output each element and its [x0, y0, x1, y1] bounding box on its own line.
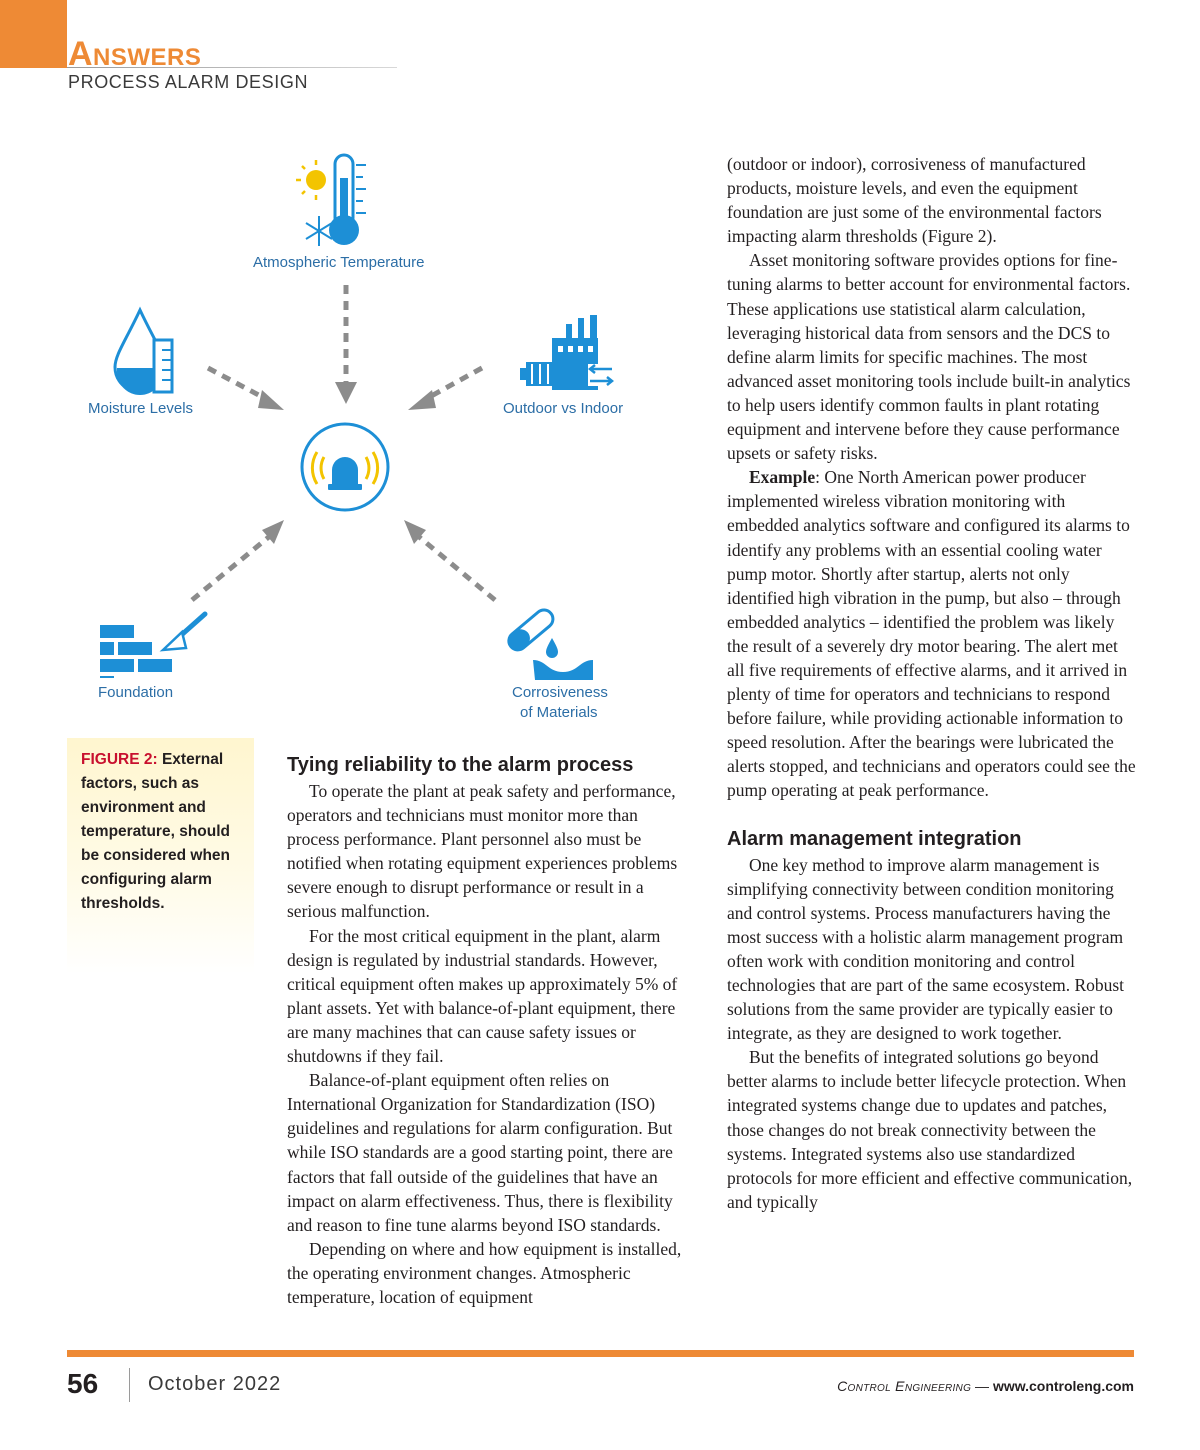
- sun-icon: [296, 160, 326, 200]
- label-foundation: Foundation: [98, 684, 174, 701]
- test-tube-icon: [505, 606, 593, 680]
- snowflake-icon: [306, 216, 332, 246]
- publication-name: Control Engineering: [837, 1378, 972, 1394]
- arrowhead-moisture: [258, 390, 284, 410]
- arrowhead-foundation: [262, 520, 284, 544]
- footer-rule: [67, 1350, 1134, 1357]
- section-heading-integration: Alarm management integration: [727, 827, 1022, 850]
- page-number: 56: [67, 1368, 99, 1399]
- section-heading-reliability: Tying reliability to the alarm process: [287, 754, 634, 776]
- paragraph: Balance-of-plant equipment often relies on International Organization for Standardization (ISO) guidelines and regulations for alarm configuration. But while ISO standards are a good starting point, there are factors that fall outside of the guidelines that have an impact on alarm effectiveness. Thus, there is flexibility and reason to fine tune alarms beyond ISO standards.: [287, 1070, 673, 1235]
- arrowhead-outdoor: [408, 390, 436, 410]
- brick-wall-icon: [100, 625, 172, 678]
- arrow-from-corrosiveness: [418, 536, 495, 600]
- example-text: : One North American power producer implemented wireless vibration monitoring with embedded analytics software and configured its alarms to identify any problems with an essential cooling water pump motor. Shortly after startup, alerts not only identified high vibration in the pump, but also – through embedded analytics – identified the problem was likely the result of a severely dry motor bearing. The alert met all five requirements of effective alarms, and it arrived in plenty of time for operators and technicians to respond before failure, while providing actionable information to speed resolution. After the bearings were lubricated the alerts stopped, and technicians and operators could see the pump operating at peak performance.: [727, 467, 1136, 801]
- footer-dash: —: [971, 1378, 993, 1394]
- example-label: Example: [749, 467, 816, 488]
- arrowhead-corrosiveness: [404, 520, 426, 544]
- trowel-icon: [163, 614, 205, 650]
- header-accent-block: [0, 0, 67, 68]
- section-title: Answers: [68, 35, 202, 73]
- arrow-from-moisture: [208, 368, 268, 400]
- label-of-materials: of Materials: [520, 704, 598, 721]
- section-subtitle: PROCESS ALARM DESIGN: [68, 72, 309, 92]
- label-moisture-levels: Moisture Levels: [88, 400, 194, 417]
- figure-number: FIGURE 2:: [81, 751, 158, 768]
- issue-date: October 2022: [148, 1373, 282, 1395]
- paragraph: To operate the plant at peak safety and performance, operators and technicians must monitor more than process performance. Plant personnel also must be notified when rotating equipment experiences problems severe enough to disrupt performance or result in a serious malfunction.: [287, 781, 678, 922]
- paragraph: Depending on where and how equipment is installed, the operating environment changes. Atmospheric temperature, location of equipment: [287, 1238, 682, 1307]
- arrow-from-foundation: [192, 536, 270, 600]
- website-link[interactable]: www.controleng.com: [992, 1378, 1134, 1394]
- alarm-beacon-icon: [302, 424, 388, 510]
- example-paragraph: [727, 465, 1137, 802]
- paragraph: For the most critical equipment in the plant, alarm design is regulated by industrial standards. However, critical equipment often makes up approximately 5% of plant assets. Yet with balance-of-plant equipment, there are many machines that can cause safety issues or shutdowns if they fail.: [287, 925, 678, 1067]
- paragraph: Asset monitoring software provides options for fine-tuning alarms to better account for environmental factors. These applications use statistical alarm calculation, leveraging historical data from sensors and the DCS to define alarm limits for specific machines. The most advanced asset monitoring tools include built-in analytics to help users identify common faults in plant rotating equipment and intervene before they cause performance upsets or safety risks.: [727, 250, 1131, 464]
- arrowhead-temperature: [335, 382, 357, 404]
- figure-caption: [67, 738, 254, 974]
- paragraph: One key method to improve alarm management is simplifying connectivity between condition monitoring and control systems. Process manufacturers having the most success with a holistic alarm management program often work with condition monitoring and control technologies that are part of the same ecosystem. Robust solutions from the same provider are typically easier to integrate, as they are designed to work together.: [727, 854, 1125, 1044]
- article-column-left: [287, 751, 692, 1309]
- paragraph: But the benefits of integrated solutions go beyond better alarms to include better lifecycle protection. When integrated systems change due to updates and patches, those changes do not break connectivity between the systems. Integrated systems also use standardized protocols for more efficient and effective communication, and typically: [727, 1047, 1133, 1212]
- factory-icon: [520, 315, 614, 390]
- paragraph-continued: (outdoor or indoor), corrosiveness of manufactured products, moisture levels, and even the equipment foundation are just some of the environmental factors impacting alarm thresholds (Figure 2).: [727, 154, 1102, 247]
- label-corrosiveness: Corrosiveness: [512, 684, 608, 701]
- label-outdoor-vs-indoor: Outdoor vs Indoor: [503, 400, 624, 417]
- figure-2-illustration: [67, 140, 667, 740]
- article-column-right: [727, 152, 1137, 1214]
- figure-caption-text: External factors, such as environment and temperature, should be considered when configuring alarm thresholds.: [81, 751, 231, 912]
- thermometer-icon: [296, 155, 366, 246]
- footer-separator: [129, 1368, 130, 1402]
- water-drop-icon: [115, 310, 172, 395]
- label-atmospheric-temperature: Atmospheric Temperature: [253, 254, 425, 271]
- footer-publication: [837, 1378, 1134, 1394]
